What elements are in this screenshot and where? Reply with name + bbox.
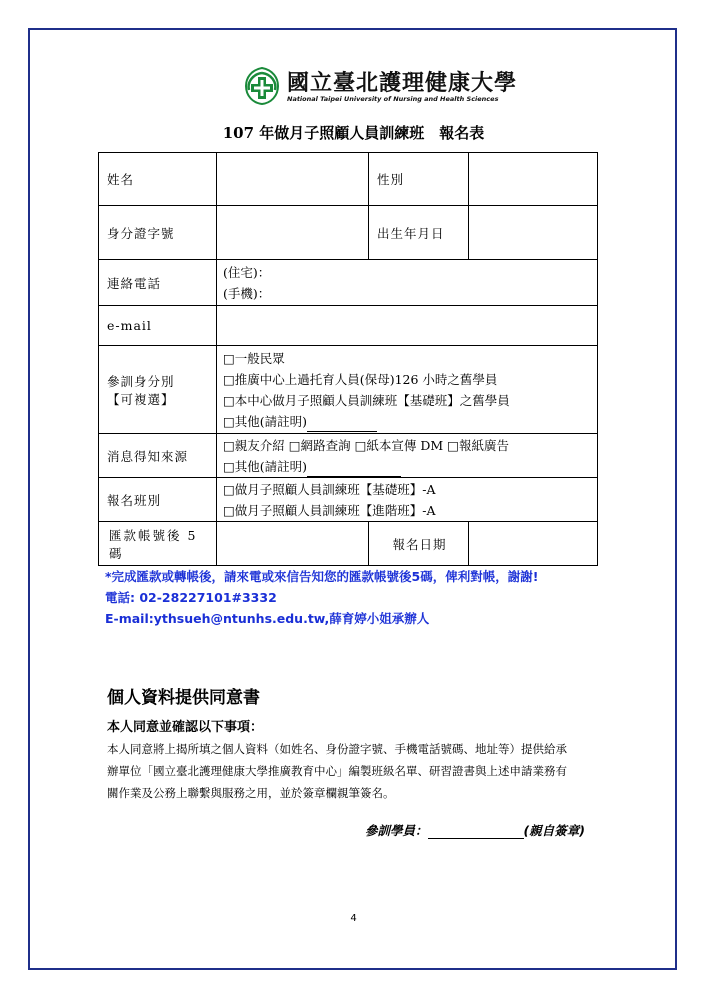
source-label: 消息得知來源 — [99, 434, 217, 478]
page-number: 4 — [350, 913, 357, 924]
identity-label — [99, 346, 217, 434]
table-row — [99, 206, 598, 260]
name-label: 姓名 — [99, 153, 217, 206]
university-logo — [243, 66, 518, 108]
contact-email: E-mail:ythsueh@ntunhs.edu.tw,薛育婷小姐承辦人 — [105, 611, 430, 626]
id-number-field[interactable] — [217, 206, 369, 260]
consent-body — [107, 738, 607, 804]
contact-phone: 電話: 02-28227101#3332 — [105, 590, 277, 605]
university-name-cn: 國立臺北護理健康大學 — [287, 71, 518, 96]
phone-mobile-label: (手機)： — [223, 285, 271, 301]
class-label: 報名班別 — [99, 478, 217, 522]
identity-label-line1: 參訓身分別 — [107, 373, 175, 389]
table-row — [99, 522, 598, 566]
class-option-basic[interactable]: □做月子照顧人員訓練班【基礎班】-A — [223, 481, 436, 497]
id-number-label: 身分證字號 — [99, 206, 217, 260]
email-label: e-mail — [99, 306, 217, 346]
university-name-en: National Taipei University of Nursing and Health Sciences — [287, 95, 499, 103]
table-row — [99, 434, 598, 478]
identity-option-basic-class-alumni[interactable]: □本中心做月子照顧人員訓練班【基礎班】之舊學員 — [223, 392, 510, 408]
table-row — [99, 260, 598, 306]
source-other-blank[interactable] — [307, 462, 401, 477]
identity-label-line2: 【可複選】 — [107, 391, 175, 407]
identity-option-babysitter-alumni[interactable]: □推廣中心上過托育人員(保母)126 小時之舊學員 — [223, 371, 498, 387]
source-option-other[interactable] — [223, 456, 591, 477]
birth-date-label: 出生年月日 — [369, 206, 469, 260]
consent-subtitle: 本人同意並確認以下事項： — [107, 720, 264, 735]
name-field[interactable] — [217, 153, 369, 206]
phone-field[interactable] — [217, 260, 598, 306]
consent-title: 個人資料提供同意書 — [107, 688, 260, 708]
signature-line — [365, 821, 585, 839]
payment-note-line: *完成匯款或轉帳後，請來電或來信告知您的匯款帳號後5碼，俾利對帳，謝謝! — [105, 569, 539, 584]
consent-line: 關作業及公務上聯繫與服務之用，並於簽章欄親筆簽名。 — [107, 786, 395, 800]
account-digits-field[interactable] — [217, 522, 369, 566]
form-title: 107 年做月子照顧人員訓練班 報名表 — [222, 124, 485, 142]
table-row — [99, 306, 598, 346]
table-row — [99, 153, 598, 206]
signature-label: 參訓學員： — [365, 823, 428, 838]
signature-blank[interactable] — [428, 825, 524, 839]
consent-line: 本人同意將上揭所填之個人資料（如姓名、身份證字號、手機電話號碼、地址等）提供給承 — [107, 742, 567, 756]
birth-date-field[interactable] — [469, 206, 598, 260]
gender-field[interactable] — [469, 153, 598, 206]
registration-date-field[interactable] — [469, 522, 598, 566]
payment-notes — [105, 566, 538, 629]
source-option-other-text: □其他(請註明) — [223, 458, 308, 474]
identity-options — [217, 346, 598, 434]
table-row — [99, 478, 598, 522]
phone-label: 連絡電話 — [99, 260, 217, 306]
account-digits-label: 匯款帳號後 5 碼 — [99, 522, 217, 566]
email-field[interactable] — [217, 306, 598, 346]
source-options — [217, 434, 598, 478]
identity-option-other-text: □其他(請註明) — [223, 413, 308, 429]
class-option-advanced[interactable]: □做月子照顧人員訓練班【進階班】-A — [223, 502, 436, 518]
consent-line: 辦單位「國立臺北護理健康大學推廣教育中心」編製班級名單、研習證書與上述申請業務有 — [107, 764, 567, 778]
identity-option-general[interactable]: □一般民眾 — [223, 350, 285, 366]
table-row — [99, 346, 598, 434]
identity-other-blank[interactable] — [307, 417, 377, 432]
source-option-line1[interactable]: □親友介紹 □網路查詢 □紙本宣傳 DM □報紙廣告 — [223, 437, 509, 453]
phone-home-label: (住宅)： — [223, 264, 271, 280]
university-seal-icon — [243, 66, 281, 106]
class-options — [217, 478, 598, 522]
gender-label: 性別 — [369, 153, 469, 206]
signature-note: (親自簽章) — [523, 823, 585, 838]
identity-option-other[interactable] — [223, 411, 591, 432]
registration-date-label: 報名日期 — [369, 522, 469, 566]
registration-table — [98, 152, 598, 566]
